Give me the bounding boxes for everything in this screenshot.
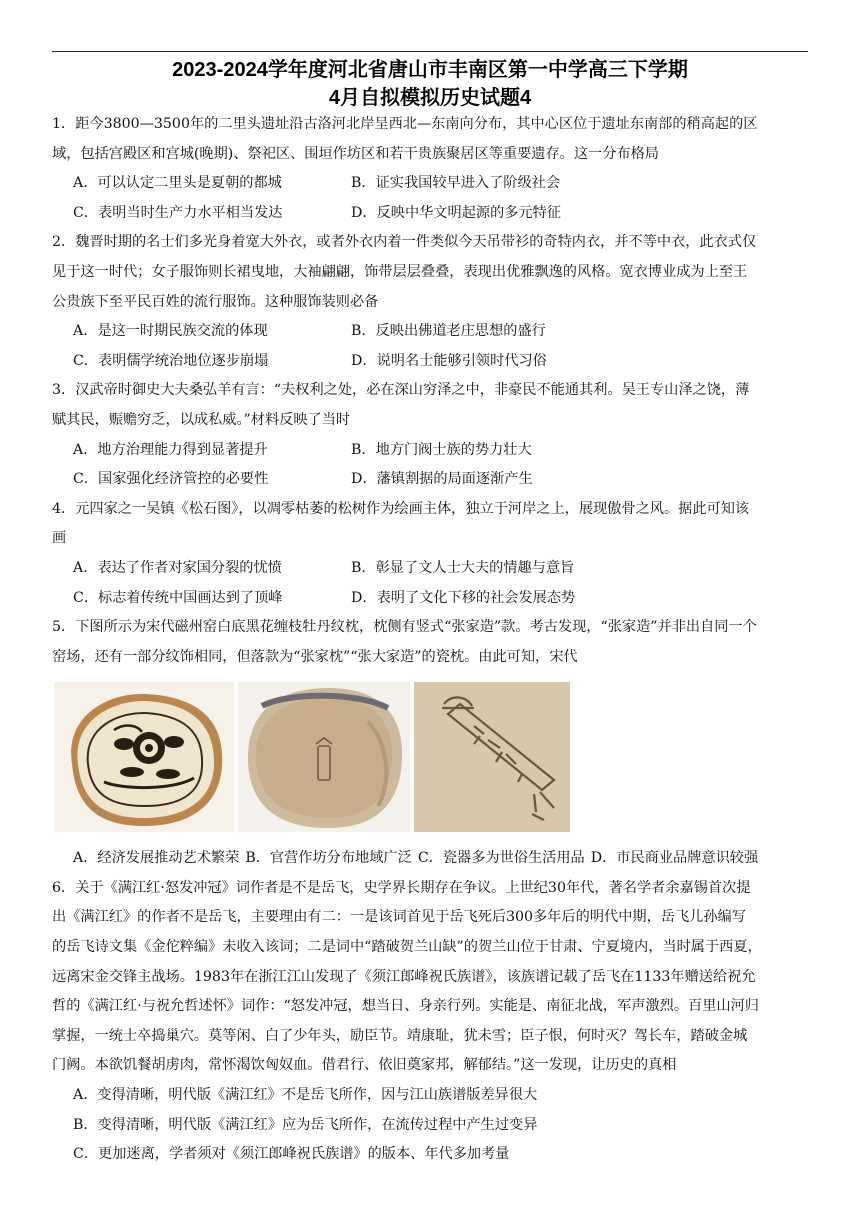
option-c[interactable]: C．瓷器多为世俗生活用品 <box>417 850 585 867</box>
pillow-photos <box>52 682 810 840</box>
question-4-stem-cont: 画 <box>52 530 67 547</box>
question-2-stem-cont: 见于这一时代；女子服饰则长裙曳地，大袖翩翩，饰带层层叠叠，表现出优雅飘逸的风格。宽衣博业成为上至王 <box>52 263 748 280</box>
option-d[interactable]: D．藩镇割据的局面逐渐产生 <box>351 471 533 488</box>
question-5-stem: 5．下图所示为宋代磁州窑白底黑花缠枝牡丹纹枕，枕侧有竖式“张家造”款。考古发现，“张家造”并非出自同一个 <box>52 619 757 636</box>
question-3 <box>52 376 810 494</box>
page-title: 2023-2024学年度河北省唐山市丰南区第一中学高三下学期 <box>172 59 688 81</box>
option-a[interactable]: A．经济发展推动艺术繁荣 <box>73 850 240 867</box>
question-4-options-row1 <box>52 554 810 584</box>
question-4-options-row2 <box>52 584 810 614</box>
question-4 <box>52 495 810 613</box>
option-b[interactable]: B．证实我国较早进入了阶级社会 <box>351 175 561 192</box>
header-rule <box>52 51 808 52</box>
question-6-stem-cont: 出《满江红》的作者不是岳飞，主要理由有二：一是该词首见于岳飞死后300多年后的明代中期，岳飞儿孙编写 <box>52 909 746 926</box>
option-c[interactable]: C．标志着传统中国画达到了顶峰 <box>73 589 283 606</box>
option-a[interactable]: A．地方治理能力得到显著提升 <box>73 441 268 458</box>
question-1-stem-cont: 域，包括宫殿区和宫城(晚期)、祭祀区、围垣作坊区和若干贵族聚居区等重要遗存。这一分布格局 <box>52 145 659 162</box>
question-1-options-row1 <box>52 169 810 199</box>
question-2-stem: 2．魏晋时期的名士们多光身着宽大外衣，或者外衣内着一件类似今天吊带衫的奇特内衣，并不等中衣，此衣式仅 <box>52 234 757 251</box>
question-6 <box>52 874 810 1170</box>
option-d[interactable]: D．表明了文化下移的社会发展态势 <box>351 589 576 606</box>
option-c[interactable]: C．更加迷离，学者须对《须江郎峰祝氏族谱》的版本、年代多加考量 <box>73 1146 510 1163</box>
question-1 <box>52 110 810 228</box>
question-6-stem-cont: 掌握，一统士卒捣巢穴。莫等闲、白了少年头，励臣节。靖康耻，犹未雪；臣子恨，何时灭？驾长车，踏破金城 <box>52 1027 748 1044</box>
option-c[interactable]: C．国家强化经济管控的必要性 <box>73 471 269 488</box>
option-a[interactable]: A．变得清晰，明代版《满江红》不是岳飞所作，因与江山族谱版差异很大 <box>73 1087 538 1104</box>
question-3-stem: 3．汉武帝时御史大夫桑弘羊有言：“夫权利之处，必在深山穷泽之中，非豪民不能通其利。吴王专山泽之饶，薄 <box>52 382 750 399</box>
option-b[interactable]: B．变得清晰，明代版《满江红》应为岳飞所作，在流传过程中产生过变异 <box>73 1116 538 1133</box>
question-1-options-row2 <box>52 199 810 229</box>
question-3-stem-cont: 赋其民，赈赡穷乏，以成私威。”材料反映了当时 <box>52 411 351 428</box>
question-5 <box>52 613 810 874</box>
option-b[interactable]: B．反映出佛道老庄思想的盛行 <box>351 323 546 340</box>
question-6-stem-cont: 哲的《满江红·与祝允哲述怀》词作：“怒发冲冠，想当日、身亲行列。实能是、南征北战，军声激烈。百里山河归 <box>52 998 759 1015</box>
question-6-stem-cont: 的岳飞诗文集《金佗粹编》未收入该词；二是词中“踏破贺兰山缺”的贺兰山位于甘肃、宁夏境内，当时属于西夏， <box>52 939 762 956</box>
seal-mark-icon <box>414 682 570 832</box>
option-b[interactable]: B．官营作坊分布地域广泛 <box>245 850 412 867</box>
question-2-options-row1 <box>52 317 810 347</box>
option-c[interactable]: C．表明当时生产力水平相当发达 <box>73 204 283 221</box>
question-6-stem-cont: 门阙。本欲饥餐胡虏肉，常怀渴饮匈奴血。借君行、依旧奠家邦，解郁结。”这一发现，让历史的真相 <box>52 1057 677 1074</box>
question-1-stem: 1．距今3800—3500年的二里头遗址沿古洛河北岸呈西北—东南向分布，其中心区位于遗址东南部的稍高起的区 <box>52 116 758 132</box>
option-a[interactable]: A．是这一时期民族交流的体现 <box>73 323 268 340</box>
question-5-stem-cont: 窑场，还有一部分纹饰相同，但落款为“张家枕”“张大家造”的瓷枕。由此可知，宋代 <box>52 648 578 665</box>
pillow-top-peony-icon <box>54 682 234 832</box>
question-2-stem-cont: 公贵族下至平民百姓的流行服饰。这种服饰装则必备 <box>52 293 379 310</box>
question-2-options-row2 <box>52 347 810 377</box>
question-6-stem: 6．关于《满江红·怒发冲冠》词作者是不是岳飞，史学界长期存在争议。上世纪30年代，著名学者余嘉锡首次提 <box>52 879 751 896</box>
question-6-stem-cont: 远离宋金交锋主战场。1983年在浙江江山发现了《须江郎峰祝氏族谱》，该族谱记载了岳飞在1133年赠送给祝允 <box>52 968 756 985</box>
option-d[interactable]: D．反映中华文明起源的多元特征 <box>351 204 562 221</box>
option-c[interactable]: C．表明儒学统治地位逐步崩塌 <box>73 352 269 369</box>
option-b[interactable]: B．彰显了文人士大夫的情趣与意旨 <box>351 559 575 576</box>
option-a[interactable]: A．可以认定二里头是夏朝的都城 <box>73 175 282 192</box>
question-3-options-row1 <box>52 436 810 466</box>
question-5-options <box>52 844 810 874</box>
question-3-options-row2 <box>52 465 810 495</box>
question-list <box>52 110 810 1170</box>
option-b[interactable]: B．地方门阀士族的势力壮大 <box>351 441 532 458</box>
option-a[interactable]: A．表达了作者对家国分裂的忧愤 <box>73 559 282 576</box>
page-subtitle: 4月自拟模拟历史试题4 <box>328 87 532 109</box>
pillow-side-icon <box>238 682 410 832</box>
option-d[interactable]: D．市民商业品牌意识较强 <box>590 850 759 867</box>
question-4-stem: 4．元四家之一吴镇《松石图》，以凋零枯萎的松树作为绘画主体，独立于河岸之上，展现傲骨之风。据此可知该 <box>52 500 750 517</box>
option-d[interactable]: D．说明名士能够引领时代习俗 <box>351 352 547 369</box>
question-2 <box>52 228 810 376</box>
